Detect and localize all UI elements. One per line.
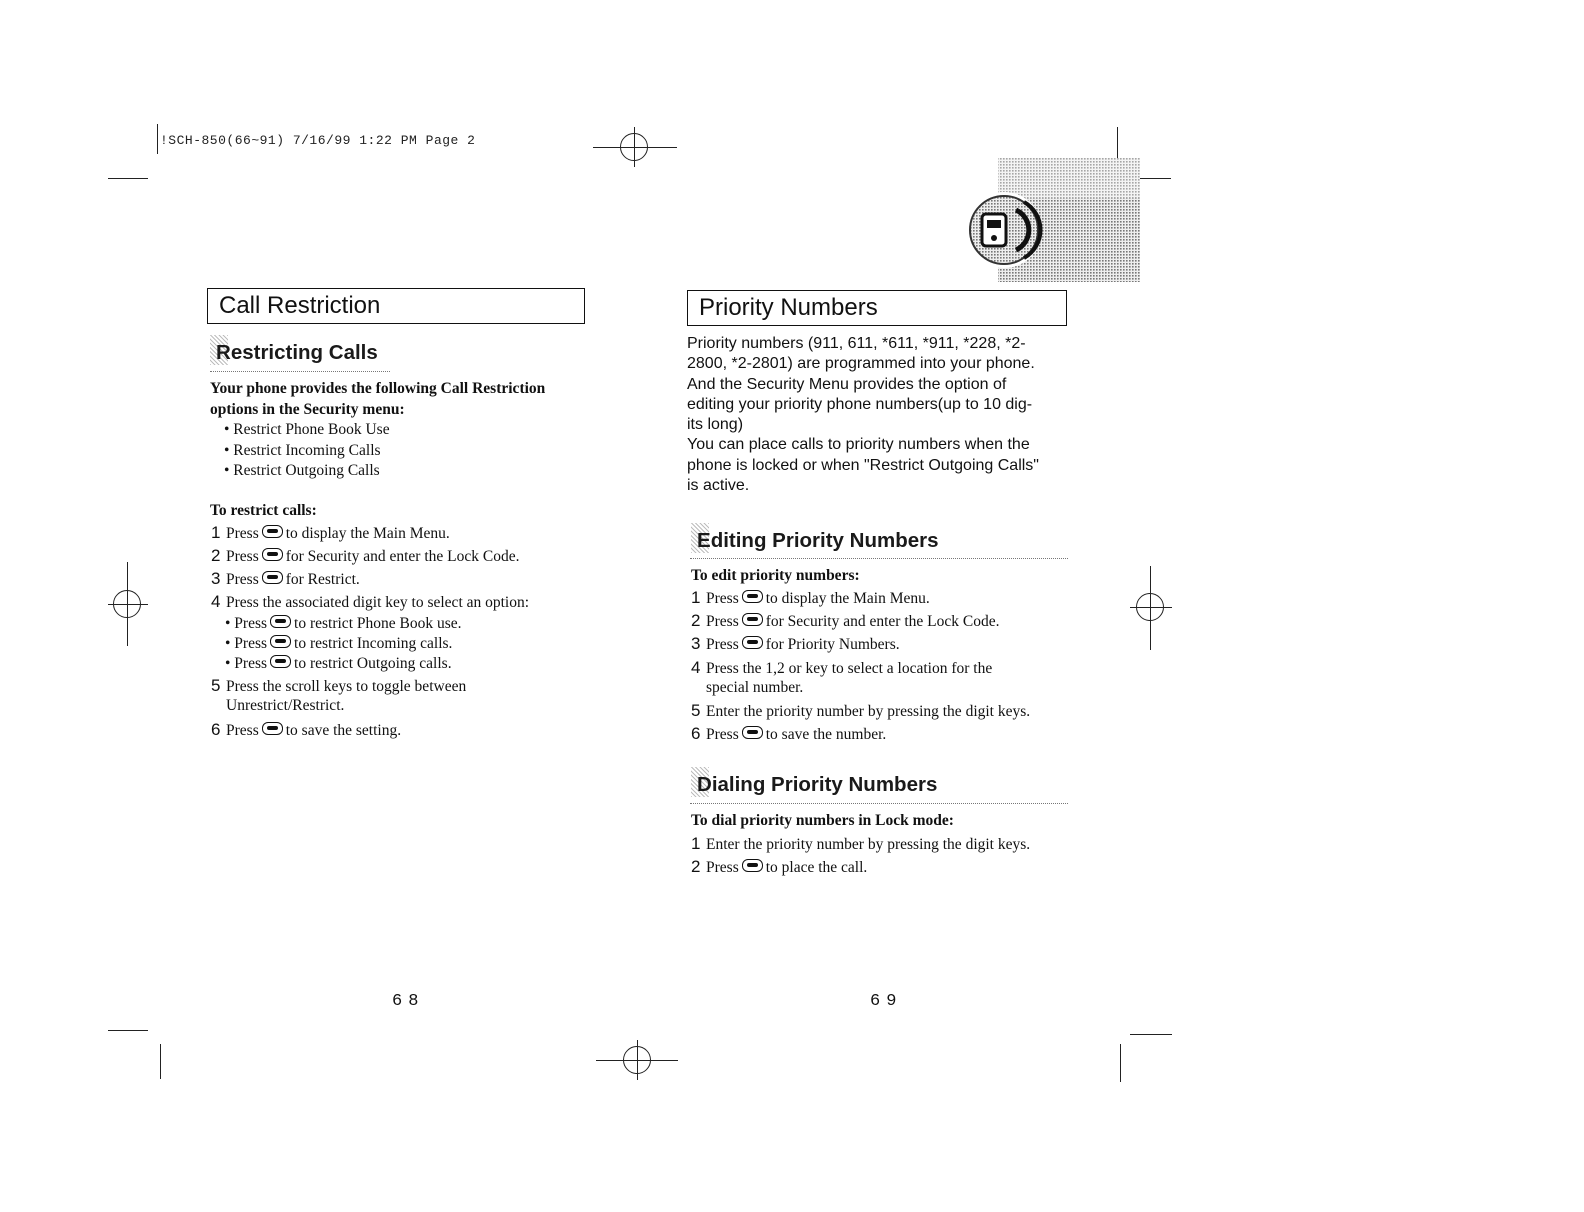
registration-target-icon — [1136, 593, 1164, 621]
step-number: 6 — [211, 720, 221, 739]
registration-target-icon — [620, 133, 648, 161]
procedure-heading: To restrict calls: — [210, 502, 317, 519]
step-text: Press the 1,2 or key to select a location for the — [706, 660, 993, 677]
step-text: to place the call. — [765, 859, 868, 876]
step-text: Press — [226, 548, 259, 565]
body-line: 2800, *2-2801) are programmed into your phone. — [687, 355, 1035, 373]
step-number: 1 — [211, 523, 221, 542]
title-text: Priority Numbers — [699, 294, 878, 321]
step-text: to display the Main Menu. — [765, 590, 930, 607]
step-text: • Press — [225, 655, 268, 672]
priority-intro — [687, 334, 1072, 496]
body-line: editing your priority phone numbers(up to 10 dig- — [687, 395, 1033, 413]
ok-key-icon — [262, 722, 283, 735]
step-text: Press — [706, 726, 739, 743]
step-text: Enter the priority number by pressing the digit keys. — [706, 703, 1031, 720]
edit-steps — [691, 588, 1030, 746]
step-6 — [211, 720, 529, 742]
substep — [225, 634, 529, 654]
step-1 — [211, 523, 529, 546]
title-initial: D — [697, 773, 712, 796]
list-item: • Restrict Incoming Calls — [224, 441, 381, 459]
key-3-icon — [270, 655, 291, 668]
step-text: Press — [706, 590, 739, 607]
step-text: for Priority Numbers. — [765, 636, 900, 653]
step-text: for Restrict. — [285, 571, 360, 588]
step-text: Press the associated digit key to select an option: — [226, 594, 530, 611]
intro-text: Your phone provides the following Call Restriction options in the Security menu: — [210, 380, 546, 418]
page-number-left: 68 — [392, 992, 425, 1011]
step-text: • Press — [225, 615, 268, 632]
step-4-continued: special number. — [706, 679, 804, 696]
step-text: to restrict Phone Book use. — [294, 615, 462, 632]
crop-mark — [108, 1030, 148, 1031]
step-number: 4 — [691, 658, 701, 677]
ok-key-icon — [742, 726, 763, 739]
title-rest: estricting Calls — [230, 341, 378, 364]
step-text: Press — [706, 859, 739, 876]
step-4 — [211, 592, 529, 614]
section-rule — [690, 803, 1068, 804]
step-text: to save the number. — [765, 726, 887, 743]
body-line: You can place calls to priority numbers when the — [687, 436, 1030, 454]
crop-mark — [157, 124, 158, 154]
crop-mark — [108, 178, 148, 179]
step-text: to restrict Outgoing calls. — [294, 655, 452, 672]
step-text: to restrict Incoming calls. — [294, 635, 453, 652]
body-line: And the Security Menu provides the option of — [687, 375, 1007, 393]
step-3 — [211, 569, 529, 592]
step-4 — [691, 658, 1030, 678]
step-text: to save the setting. — [285, 722, 402, 739]
key-4-icon — [742, 636, 763, 649]
body-line: is active. — [687, 477, 750, 495]
body-line: phone is locked or when "Restrict Outgoing Calls" — [687, 456, 1039, 474]
key-9-icon — [262, 548, 283, 561]
section-title-dialing-priority — [697, 773, 937, 797]
substep — [225, 614, 529, 634]
step-6 — [691, 724, 1030, 746]
list-item: • Restrict Outgoing Calls — [224, 462, 380, 479]
key-2-icon — [270, 635, 291, 648]
step-5 — [691, 701, 1030, 724]
body-line: its long) — [687, 416, 744, 434]
step-text: for Security and enter the Lock Code. — [765, 613, 1000, 630]
print-slug: !SCH-850(66~91) 7/16/99 1:22 PM Page 2 — [160, 133, 476, 148]
crop-mark — [1120, 1044, 1121, 1082]
step-number: 5 — [691, 701, 701, 720]
substep — [225, 654, 529, 676]
step-number: 2 — [691, 611, 701, 630]
title-initial: E — [697, 529, 711, 552]
key-1-icon — [270, 615, 291, 628]
step-text: to display the Main Menu. — [285, 525, 450, 542]
restriction-options-list — [224, 420, 390, 482]
step-number: 3 — [691, 634, 701, 653]
step-3 — [691, 634, 1030, 658]
step-text: Press — [706, 636, 739, 653]
menu-key-icon — [262, 525, 283, 538]
step-number: 1 — [691, 588, 701, 607]
step-number: 2 — [211, 546, 221, 565]
step-text: Press — [226, 571, 259, 588]
edit-heading: To edit priority numbers: — [691, 567, 860, 584]
step-5-continued: Unrestrict/Restrict. — [226, 697, 345, 714]
step-1 — [691, 834, 1030, 857]
step-text: • Press — [225, 635, 268, 652]
step-text: Press the scroll keys to toggle between — [226, 678, 467, 695]
section-rule — [690, 558, 1068, 559]
step-2 — [691, 611, 1030, 634]
step-2 — [691, 857, 1030, 880]
body-line: Priority numbers (911, 611, *611, *911, *228, *2- — [687, 335, 1026, 352]
title-initial: R — [216, 341, 231, 364]
substeps — [211, 614, 529, 676]
crop-mark — [1130, 1034, 1172, 1035]
step-text: Press — [226, 722, 259, 739]
step-number: 5 — [211, 676, 221, 695]
dial-steps — [691, 834, 1030, 880]
security-tab-graphic — [964, 158, 1140, 282]
page-title-call-restriction — [207, 288, 585, 324]
step-text: Press — [706, 613, 739, 630]
page-number-right: 69 — [870, 992, 903, 1011]
step-1 — [691, 588, 1030, 611]
restrict-steps — [211, 523, 529, 742]
page-title-priority-numbers — [687, 290, 1067, 326]
send-key-icon — [742, 859, 763, 872]
registration-target-icon — [113, 590, 141, 618]
step-5 — [211, 676, 529, 696]
section-title-editing-priority — [697, 529, 939, 553]
key-3-icon — [262, 571, 283, 584]
step-number: 1 — [691, 834, 701, 853]
step-number: 4 — [211, 592, 221, 611]
title-rest: ialing Priority Numbers — [711, 773, 938, 796]
registration-target-icon — [623, 1046, 651, 1074]
step-text: Enter the priority number by pressing the digit keys. — [706, 836, 1031, 853]
step-2 — [211, 546, 529, 569]
crop-mark — [160, 1044, 161, 1079]
menu-key-icon — [742, 590, 763, 603]
step-number: 3 — [211, 569, 221, 588]
list-item: • Restrict Phone Book Use — [224, 421, 390, 438]
step-text: for Security and enter the Lock Code. — [285, 548, 520, 565]
dial-heading: To dial priority numbers in Lock mode: — [691, 812, 954, 829]
step-number: 2 — [691, 857, 701, 876]
section-rule — [210, 371, 390, 372]
section-title-restricting-calls — [216, 341, 378, 365]
key-9-icon — [742, 613, 763, 626]
title-text: Call Restriction — [219, 292, 381, 319]
title-rest: diting Priority Numbers — [710, 529, 939, 552]
step-number: 6 — [691, 724, 701, 743]
step-text: Press — [226, 525, 259, 542]
